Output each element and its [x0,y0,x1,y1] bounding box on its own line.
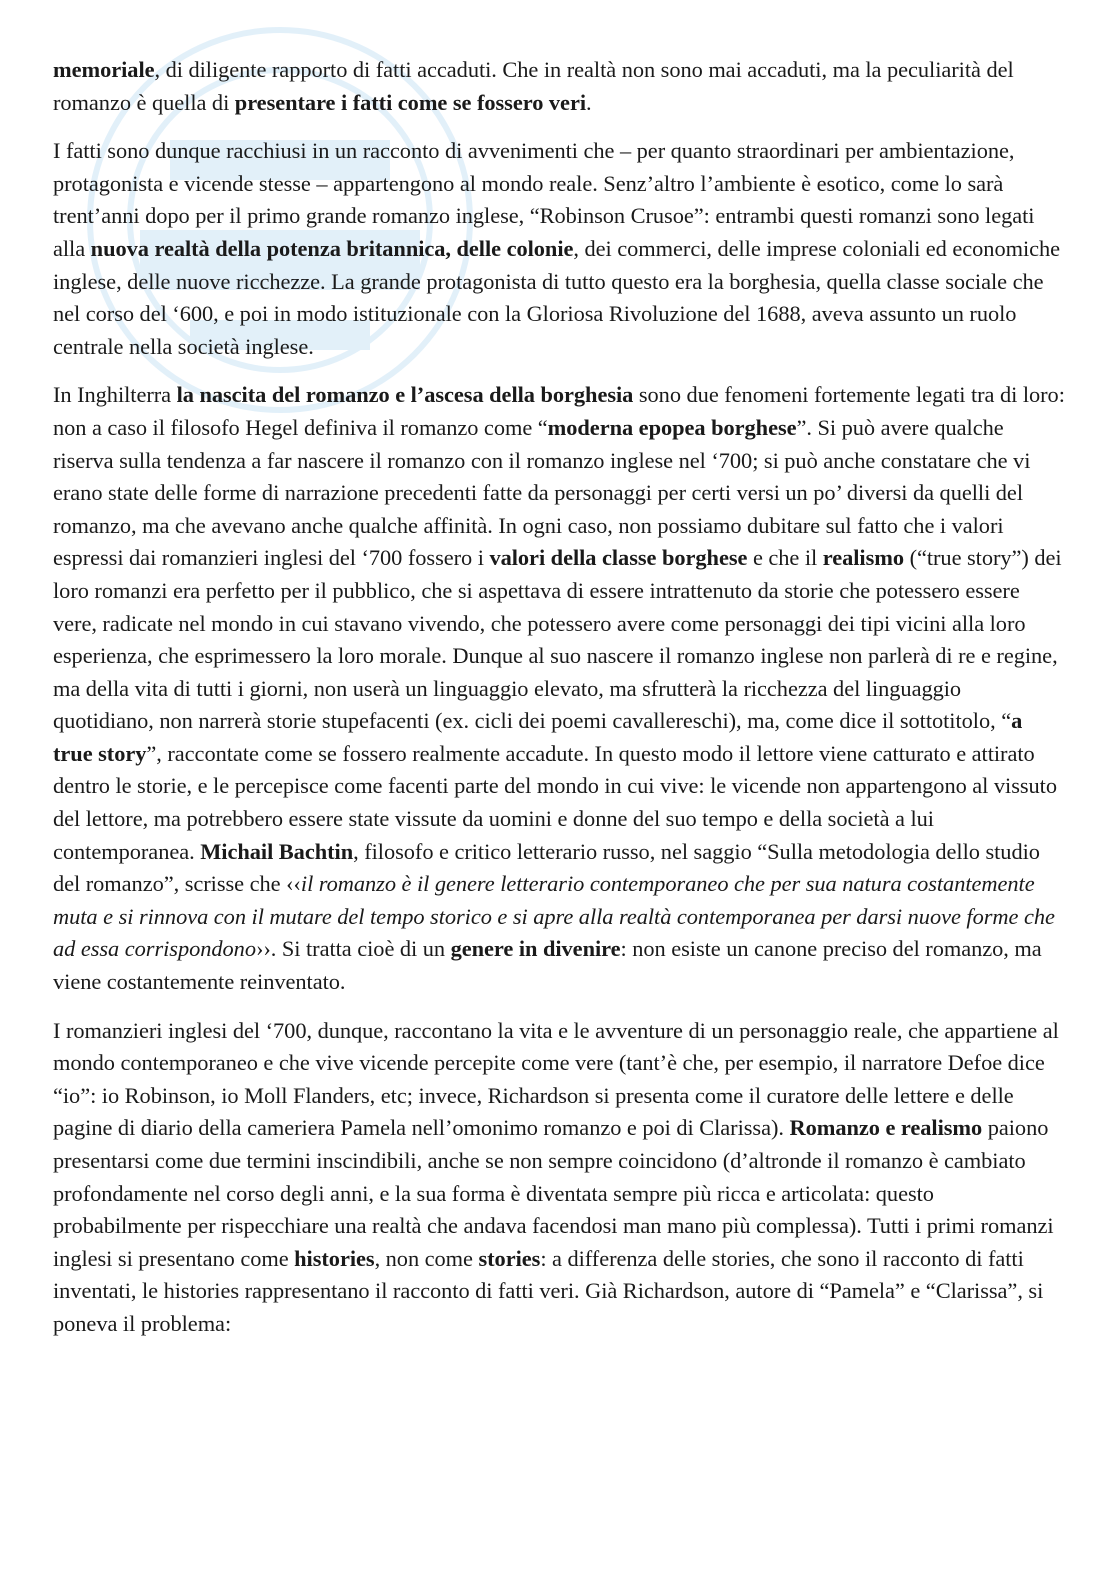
text-run: , filosofo e critico letterario russo, nel saggio “Sulla metodologia dello studio del romanzo”, scrisse che ‹‹ [53,838,1040,897]
text-run: In Inghilterra [53,382,177,408]
bold-text: genere in divenire [450,936,621,962]
body-paragraph [53,135,1065,363]
text-run: ››. Si tratta cioè di un [255,936,451,962]
bold-text: nuova realtà della potenza britannica, delle colonie [90,235,574,261]
text-run: . [586,89,592,115]
bold-text: moderna epopea borghese [547,414,797,440]
bold-text: presentare i fatti come se fossero veri [234,89,587,115]
document-page [53,54,1065,1357]
text-run: I fatti sono dunque racchiusi in un racconto di avvenimenti che – per quanto straordinari per ambientazione, protagonista e vicende stesse – appartengono al mondo reale. Senz’altro l’ambiente è esotico, come lo sarà trent’anni dopo per il primo grande romanzo inglese, “Robinson Crusoe”: entrambi questi romanzi sono legati alla [53,138,1035,261]
body-paragraph [53,1015,1065,1341]
bold-text: memoriale [53,57,155,82]
bold-text: histories [294,1245,375,1271]
bold-text: Romanzo e realismo [789,1115,983,1141]
bold-text: la nascita del romanzo e l’ascesa della borghesia [176,382,634,408]
text-run: , dei commerci, delle imprese coloniali ed economiche inglese, delle nuove ricchezze. La grande protagonista di tutto questo era la borghesia, quella classe sociale che nel corso del ‘600, e poi in modo istituzionale con la Gloriosa Rivoluzione del 1688, aveva assunto un ruolo centrale nella società inglese. [53,235,1061,359]
text-run: : a differenza delle stories, che sono il racconto di fatti inventati, le histories rappresentano il racconto di fatti veri. Già Richardson, autore di “Pamela” e “Clarissa”, si poneva il problema: [53,1245,1044,1336]
text-run: , di diligente rapporto di fatti accaduti. Che in realtà non sono mai accaduti, ma la peculiarità del romanzo è quella di [53,57,1014,115]
text-run: , non come [374,1245,479,1271]
bold-text: valori della classe borghese [489,545,748,571]
italic-quote: il romanzo è il genere letterario contemporaneo che per sua natura costantemente muta e si rinnova con il mutare del tempo storico e si apre alla realtà contemporanea per darsi nuove forme che ad essa corrispondono [53,871,1055,962]
text-run: : non esiste un canone preciso del romanzo, ma viene costantemente reinventato. [53,936,1042,995]
text-run: e che il [747,545,823,571]
text-run: ”. Si può avere qualche riserva sulla tendenza a far nascere il romanzo con il romanzo inglese nel ‘700; si può anche constatare che vi erano state delle forme di narrazione precedenti fatte da personaggi per certi versi un po’ diversi da quelli del romanzo, ma che avevano anche qualche affinità. In ogni caso, non possiamo dubitare sul fatto che i valori espressi dai romanzieri inglesi del ‘700 fossero i [53,414,1031,571]
text-run: sono due fenomeni fortemente legati tra di loro: non a caso il filosofo Hegel definiva il romanzo come “ [53,382,1065,440]
text-run: (“true story”) dei loro romanzi era perfetto per il pubblico, che si aspettava di essere intrattenuto da storie che potessero essere vere, radicate nel mondo in cui stavano vivendo, che potessero avere come personaggi dei tipi vicini alla loro esperienza, che esprimessero la loro morale. Dunque al suo nascere il romanzo inglese non parlerà di re e regine, ma della vita di tutti i giorni, non userà un linguaggio elevato, ma sfrutterà la ricchezza del linguaggio quotidiano, non narrerà storie stupefacenti (ex. cicli dei poemi cavallereschi), ma, come dice il sottotitolo, “ [53,545,1062,734]
body-paragraph [53,379,1065,998]
bold-text: realismo [822,545,905,571]
text-run: paiono presentarsi come due termini inscindibili, anche se non sempre coincidono (d’altronde il romanzo è cambiato profondamente nel corso degli anni, e la sua forma è diventata sempre più ricca e articolata: questo probabilmente per rispecchiare una realtà che andava facendosi man mano più complessa). Tutti i primi romanzi inglesi si presentano come [53,1115,1054,1271]
bold-text: stories [478,1245,541,1271]
text-run: I romanzieri inglesi del ‘700, dunque, raccontano la vita e le avventure di un personaggio reale, che appartiene al mondo contemporaneo e che vive vicende percepite come vere (tant’è che, per esempio, il narratore Defoe dice “io”: io Robinson, io Moll Flanders, etc; invece, Richardson si presenta come il curatore delle lettere e delle pagine di diario della cameriera Pamela nell’omonimo romanzo e poi di Clarissa). [53,1017,1059,1141]
text-run: ”, raccontate come se fossero realmente accadute. In questo modo il lettore viene catturato e attirato dentro le storie, e le percepisce come facenti parte del mondo in cui vive: le vicende non appartengono al vissuto del lettore, ma potrebbero essere state vissute da uomini e donne del suo tempo e della società a lui contemporanea. [53,740,1058,864]
body-paragraph [53,54,1065,119]
bold-text: Michail Bachtin [200,838,354,864]
bold-text: a true story [53,708,1023,766]
